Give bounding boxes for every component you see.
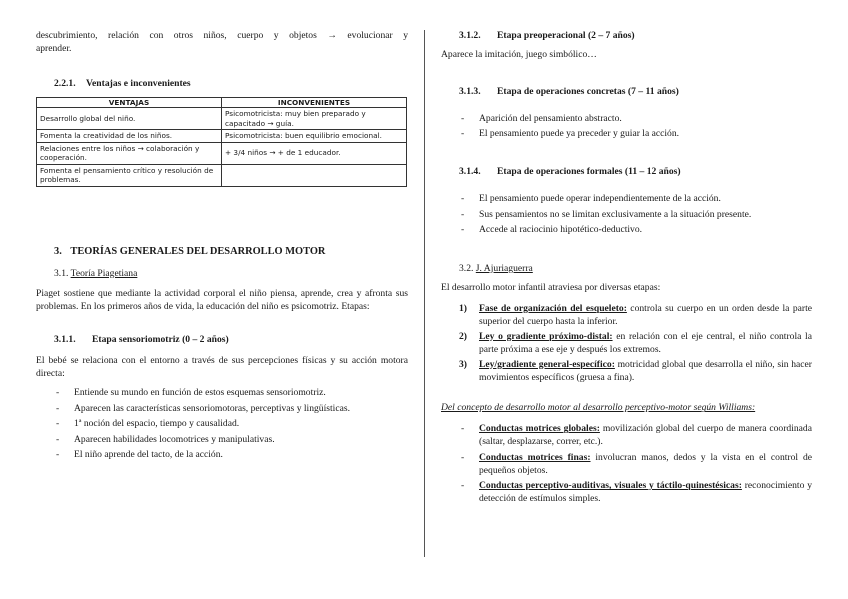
section-title: TEORÍAS GENERALES DEL DESARROLLO MOTOR (70, 245, 326, 257)
section-number: 3.1.4. (459, 166, 481, 178)
williams-heading: Del concepto de desarrollo motor al desarrollo perceptivo-motor según Williams: (441, 402, 756, 414)
ajuriaguerra-list (441, 303, 812, 385)
section-number: 3.1.1. (54, 333, 76, 345)
operaciones-concretas-list (441, 113, 812, 141)
section-3-1-3-heading (441, 86, 812, 99)
sensoriomotriz-paragraph: El bebé se relaciona con el entorno a través de sus percepciones físicas y su acción motora directa: (36, 355, 408, 380)
section-2-2-1-heading (36, 78, 408, 91)
item-term: Fase de organización del esqueleto: (479, 302, 627, 314)
list-item: - Aparecen habilidades locomotrices y manipulativas. (48, 434, 408, 447)
section-3-1-1-heading (36, 334, 408, 347)
list-item: - El pensamiento puede operar independientemente de la acción. (453, 193, 812, 206)
list-item (453, 480, 812, 506)
list-item: - Aparecen las características sensoriomotoras, perceptivas y lingüísticas. (48, 403, 408, 416)
ventaja-cell: Fomenta el pensamiento crítico y resolución de problemas. (37, 164, 222, 186)
item-number: 3) (459, 358, 467, 370)
list-item (441, 303, 812, 329)
item-term: Conductas motrices finas: (479, 451, 591, 463)
inconveniente-cell (222, 164, 407, 186)
left-column (36, 30, 408, 465)
piaget-paragraph: Piaget sostiene que mediante la actividad corporal el niño piensa, aprende, crea y afronta sus problemas. En los primeros años de vida, la educación del niño es psicomotriz. Etapas: (36, 287, 408, 312)
item-term: Conductas perceptivo-auditivas, visuales y táctilo-quinestésicas: (479, 480, 742, 492)
preoperacional-paragraph: Aparece la imitación, juego simbólico… (441, 48, 597, 60)
section-number: 3. (54, 245, 62, 257)
table-row (37, 108, 407, 130)
inconveniente-cell: + 3/4 niños → + de 1 educador. (222, 142, 407, 164)
ventaja-cell: Fomenta la creatividad de los niños. (37, 130, 222, 142)
item-text: reconocimiento y detección de estímulos simples. (479, 480, 812, 505)
ventaja-cell: Relaciones entre los niños → colaboración y cooperación. (37, 142, 222, 164)
section-title: Teoría Piagetiana (70, 267, 138, 279)
sensoriomotriz-list (36, 387, 408, 462)
section-number: 3.1. (54, 267, 69, 279)
inconveniente-cell: Psicomotricista: buen equilibrio emocional. (222, 130, 407, 142)
section-title: Etapa de operaciones formales (11 – 12 años) (497, 166, 681, 178)
list-item: - Entiende su mundo en función de estos esquemas sensoriomotriz. (48, 387, 408, 400)
intro-line-1: descubrimiento, relación con otros niños, cuerpo y objetos → evolucionar y (36, 30, 408, 41)
header-inconvenientes: INCONVENIENTES (222, 97, 407, 107)
section-title: Etapa de operaciones concretas (7 – 11 años) (497, 85, 679, 97)
header-ventajas: VENTAJAS (37, 97, 222, 107)
section-3-heading (36, 245, 408, 259)
list-item (441, 359, 812, 385)
section-title: J. Ajuriaguerra (475, 262, 533, 274)
section-title: Ventajas e inconvenientes (86, 77, 191, 89)
list-item: - El pensamiento puede ya preceder y guiar la acción. (453, 128, 812, 141)
item-term: Ley o gradiente próximo-distal: (479, 330, 613, 342)
section-3-1-2-heading (441, 30, 812, 43)
intro-line-2: aprender. (36, 42, 72, 54)
section-3-1-heading (36, 268, 408, 281)
right-column (441, 30, 812, 509)
list-item (453, 423, 812, 449)
section-number: 3.2. (459, 262, 474, 274)
item-text: en relación con el eje central, el niño controla la parte próxima a ese eje y después los extremos. (479, 330, 812, 355)
section-3-1-4-heading (441, 166, 812, 179)
section-title: Etapa preoperacional (2 – 7 años) (497, 30, 635, 41)
williams-list (441, 423, 812, 506)
item-text: motricidad global que desarrolla el niño, sin hacer movimientos específicos (gruesa a fina). (479, 358, 812, 383)
item-text: involucran manos, dedos y la vista en el control de pequeños objetos. (479, 451, 812, 476)
ajuriaguerra-paragraph: El desarrollo motor infantil atraviesa por diversas etapas: (441, 281, 661, 293)
list-item: - Aparición del pensamiento abstracto. (453, 113, 812, 126)
table-row (37, 164, 407, 186)
table-row (37, 142, 407, 164)
column-divider (424, 30, 425, 557)
table-row (37, 130, 407, 142)
section-number: 3.1.3. (459, 85, 481, 97)
section-number: 3.1.2. (459, 30, 481, 41)
inconveniente-cell: Psicomotricista: muy bien preparado y capacitado → guía. (222, 108, 407, 130)
list-item: - Sus pensamientos no se limitan exclusivamente a la situación presente. (453, 209, 812, 222)
list-item (453, 452, 812, 478)
operaciones-formales-list (441, 193, 812, 237)
list-item: - Accede al raciocinio hipotético-deductivo. (453, 224, 812, 237)
list-item (441, 331, 812, 357)
intro-paragraph (36, 30, 408, 56)
section-title: Etapa sensoriomotriz (0 – 2 años) (92, 333, 229, 345)
item-number: 2) (459, 330, 467, 342)
list-item: - El niño aprende del tacto, de la acción. (48, 449, 408, 462)
item-text: movilización global del cuerpo de manera coordinada (saltar, desplazarse, correr, etc.). (479, 423, 812, 448)
list-item: - 1ª noción del espacio, tiempo y causalidad. (48, 418, 408, 431)
ventaja-cell: Desarrollo global del niño. (37, 108, 222, 130)
item-term: Conductas motrices globales: (479, 423, 600, 435)
item-text: controla su cuerpo en un orden desde la parte superior del cuerpo hasta la inferior. (479, 302, 813, 327)
section-number: 2.2.1. (54, 77, 76, 89)
item-term: Ley/gradiente general-específico: (479, 358, 615, 370)
item-number: 1) (459, 302, 467, 314)
section-3-2-heading (441, 263, 812, 276)
pros-cons-table (36, 97, 407, 187)
